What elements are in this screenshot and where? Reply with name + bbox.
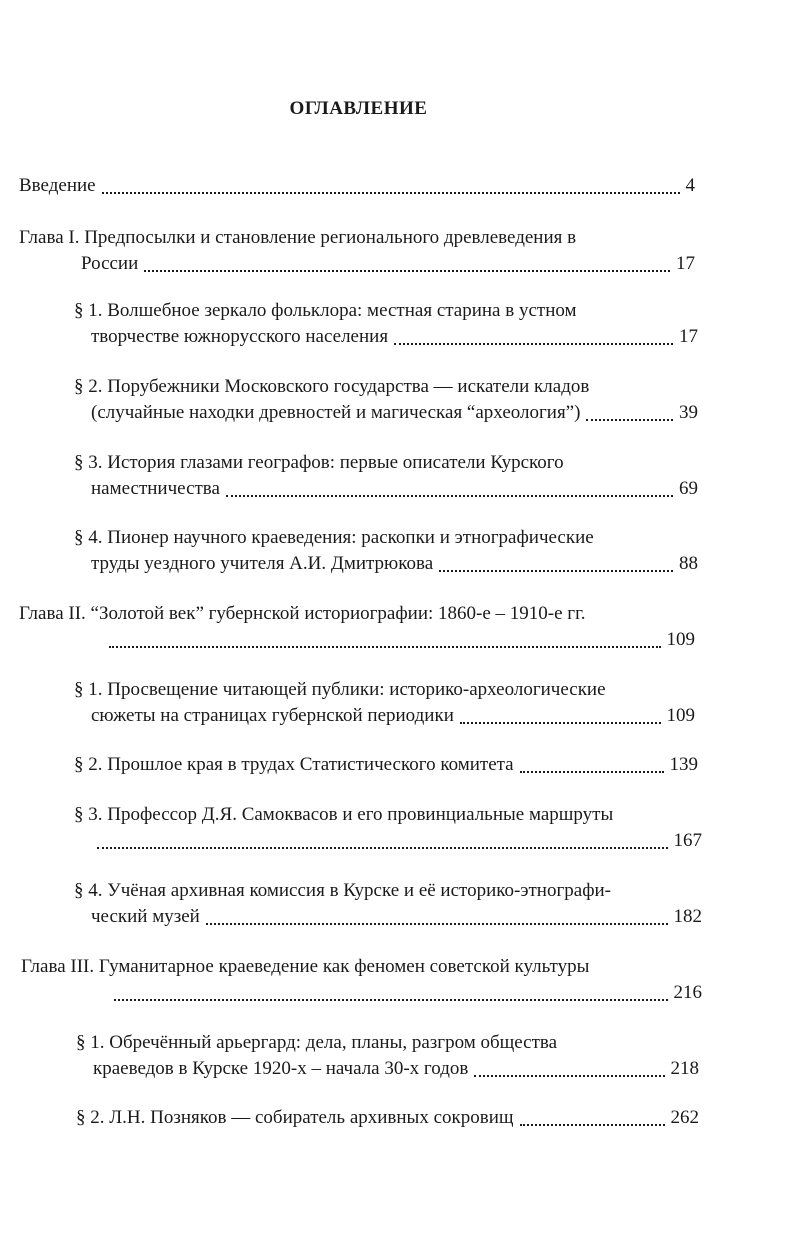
- entry-title-line-2: (случайные находки древностей и магическая “археология”): [91, 402, 581, 423]
- page-number: 182: [673, 906, 702, 927]
- dot-leader: [520, 1124, 665, 1126]
- entry-title: § 2. Л.Н. Позняков — собиратель архивных сокровищ: [76, 1107, 514, 1128]
- page-number: 17: [676, 253, 695, 274]
- entry-title-line-1: Глава II. “Золотой век” губернской историографии: 1860-е – 1910-е гг.: [19, 603, 586, 624]
- page-number: 109: [666, 629, 695, 650]
- page-number: 17: [679, 326, 698, 347]
- entry-title-line-2: краеведов в Курске 1920-х – начала 30-х годов: [93, 1058, 469, 1079]
- entry-title-line-1: § 3. История глазами географов: первые описатели Курского: [74, 452, 564, 473]
- entry-title-line-2: труды уездного учителя А.И. Дмитрюкова: [91, 553, 434, 574]
- page-number: 167: [673, 830, 702, 851]
- dot-leader: [439, 570, 673, 572]
- toc-entry-ch2-sec4: [74, 878, 702, 930]
- toc-entry-ch3-sec1: [76, 1030, 699, 1082]
- entry-title-line-1: § 2. Порубежники Московского государства — искатели кладов: [74, 376, 590, 397]
- toc-entry-ch1-sec2: [74, 374, 698, 426]
- toc-entry-ch2-sec3: [74, 802, 702, 854]
- entry-title-line-1: § 1. Обречённый арьергард: дела, планы, разгром общества: [76, 1032, 558, 1053]
- page-number: 139: [669, 754, 698, 775]
- page-number: 109: [666, 705, 695, 726]
- entry-title-line-1: § 4. Учёная архивная комиссия в Курске и её историко-этнографи-: [74, 880, 612, 901]
- entry-title-line-1: Глава III. Гуманитарное краеведение как феномен советской культуры: [21, 956, 590, 977]
- dot-leader: [109, 646, 661, 648]
- dot-leader: [520, 771, 664, 773]
- entry-title-line-1: § 3. Профессор Д.Я. Самоквасов и его провинциальные маршруты: [74, 804, 614, 825]
- toc-entry-chapter-3: [21, 954, 702, 1006]
- page-number: 216: [673, 982, 702, 1003]
- dot-leader: [97, 847, 668, 849]
- toc-entry-ch1-sec4: [74, 525, 698, 577]
- dot-leader: [460, 722, 661, 724]
- toc-entry-chapter-2: [19, 601, 695, 653]
- toc-entry-ch2-sec1: [74, 677, 695, 729]
- entry-title-line-2: творчестве южнорусского населения: [91, 326, 389, 347]
- page-number: 4: [685, 175, 695, 196]
- toc-entry-ch2-sec2: [74, 752, 698, 778]
- page-number: 218: [670, 1058, 699, 1079]
- entry-title-line-1: Глава I. Предпосылки и становление регионального древлеведения в: [19, 227, 577, 248]
- dot-leader: [102, 192, 680, 194]
- entry-title-line-2: наместничества: [91, 478, 220, 499]
- page-number: 69: [679, 478, 698, 499]
- page-number: 39: [679, 402, 698, 423]
- entry-title-line-1: § 1. Волшебное зеркало фольклора: местная старина в устном: [74, 300, 577, 321]
- page-number: 88: [679, 553, 698, 574]
- dot-leader: [586, 419, 673, 421]
- entry-title-line-1: § 4. Пионер научного краеведения: раскопки и этнографические: [74, 527, 594, 548]
- toc-entry-ch3-sec2: [76, 1105, 699, 1131]
- toc-entry-ch1-sec3: [74, 450, 698, 502]
- page-number: 262: [670, 1107, 699, 1128]
- toc-entry-introduction: [19, 173, 695, 199]
- toc-entry-chapter-1: [19, 225, 695, 277]
- page-title: ОГЛАВЛЕНИЕ: [289, 98, 428, 119]
- dot-leader: [206, 923, 668, 925]
- entry-title-line-2: ческий музей: [91, 906, 200, 927]
- toc-entry-ch1-sec1: [74, 298, 698, 350]
- entry-title: Введение: [19, 175, 96, 196]
- entry-title-line-2: России: [81, 253, 139, 274]
- dot-leader: [474, 1075, 664, 1077]
- dot-leader: [226, 495, 673, 497]
- entry-title-line-1: § 1. Просвещение читающей публики: историко-археологические: [74, 679, 606, 700]
- entry-title-line-2: сюжеты на страницах губернской периодики: [91, 705, 454, 726]
- entry-title: § 2. Прошлое края в трудах Статистического комитета: [74, 754, 514, 775]
- dot-leader: [394, 343, 673, 345]
- dot-leader: [114, 999, 668, 1001]
- dot-leader: [144, 270, 670, 272]
